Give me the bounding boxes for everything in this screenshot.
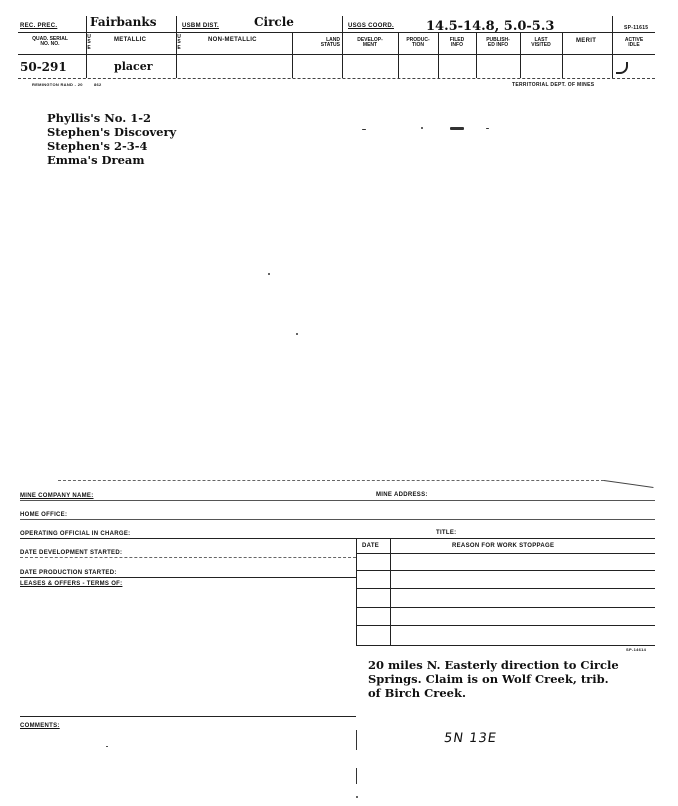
rec-prec-label: REC. PREC. xyxy=(20,23,58,29)
divider-9 xyxy=(562,32,563,78)
location-note-1: 20 miles N. Easterly direction to Circle xyxy=(368,658,619,672)
operating-official-label: OPERATING OFFICIAL IN CHARGE: xyxy=(20,531,131,537)
usgs-coord-label: USGS COORD. xyxy=(348,23,394,29)
stoppage-row-6 xyxy=(356,645,655,646)
stoppage-row-2 xyxy=(356,570,655,571)
mine-company-label: MINE COMPANY NAME: xyxy=(20,493,94,499)
claim-4: Emma's Dream xyxy=(47,153,145,167)
remington-label: REMINGTON RAND - 20 xyxy=(32,82,83,87)
dev-started-label: DATE DEVELOPMENT STARTED: xyxy=(20,550,123,556)
claim-3: Stephen's 2-3-4 xyxy=(47,139,148,153)
production-label: PRODUC- TION xyxy=(406,37,430,49)
comments-top-rule xyxy=(20,716,356,717)
speck xyxy=(268,273,270,275)
land-status-label: LAND STATUS xyxy=(320,37,340,49)
use-nonmetallic-label: U S E xyxy=(177,34,181,51)
stoppage-row-3 xyxy=(356,588,655,589)
header-bottom-rule xyxy=(18,78,655,79)
stoppage-date-divider xyxy=(390,538,391,646)
card-edge-rule xyxy=(58,480,604,481)
remington-code: 862 xyxy=(94,82,102,87)
speck xyxy=(106,746,108,747)
prod-started-rule xyxy=(20,577,356,578)
development-label: DEVELOP- MENT xyxy=(357,37,383,49)
header-top-rule xyxy=(18,32,655,33)
territorial-label: TERRITORIAL DEPT. OF MINES xyxy=(512,82,595,88)
metallic-label: METALLIC xyxy=(114,37,147,43)
speck xyxy=(421,127,423,129)
stoppage-row-1 xyxy=(356,553,655,554)
reason-col-label: REASON FOR WORK STOPPAGE xyxy=(452,543,555,549)
prod-started-label: DATE PRODUCTION STARTED: xyxy=(20,570,117,576)
location-note-2: Springs. Claim is on Wolf Creek, trib. xyxy=(368,672,609,686)
comments-label: COMMENTS: xyxy=(20,723,60,729)
claim-1: Phyllis's No. 1-2 xyxy=(47,111,152,125)
merit-label: MERIT xyxy=(576,38,597,44)
stoppage-row-4 xyxy=(356,607,655,608)
mine-company-rule xyxy=(20,500,655,501)
last-visited-label: LAST VISITED xyxy=(531,37,551,49)
filed-info-label: FILED INFO xyxy=(449,37,465,49)
mine-address-label: MINE ADDRESS: xyxy=(376,492,428,498)
usbm-dist-label: USBM DIST. xyxy=(182,23,220,29)
speck xyxy=(450,127,464,130)
active-idle-label: ACTIVE IDLE xyxy=(624,37,644,49)
official-rule xyxy=(20,538,655,539)
speck xyxy=(296,333,298,335)
speck xyxy=(356,796,358,798)
usbm-dist-value: Circle xyxy=(254,15,294,29)
usgs-coord-value: 14.5-14.8, 5.0-5.3 xyxy=(426,19,555,34)
handwritten-coords: 5N 13E xyxy=(442,731,498,746)
published-info-label: PUBLISH- ED INFO xyxy=(486,37,510,49)
stoppage-row-5 xyxy=(356,625,655,626)
home-office-label: HOME OFFICE: xyxy=(20,512,68,518)
rec-prec-value: Fairbanks xyxy=(90,15,157,29)
stoppage-left-border xyxy=(356,538,357,646)
quad-serial-label: QUAD. SERIAL NO. NO. xyxy=(32,36,68,48)
divider-3 xyxy=(292,32,293,78)
dev-started-rule xyxy=(20,557,356,558)
claim-2: Stephen's Discovery xyxy=(47,125,177,139)
comments-mark-2 xyxy=(356,768,357,784)
divider-4 xyxy=(342,16,343,78)
location-note-3: of Birch Creek. xyxy=(368,686,466,700)
home-office-rule xyxy=(20,519,655,520)
metallic-value: placer xyxy=(114,60,153,73)
serial-value: 50-291 xyxy=(20,60,67,74)
form-code-bottom: SP-14614 xyxy=(626,647,647,652)
speck xyxy=(486,128,489,129)
card-corner xyxy=(602,480,653,498)
comments-mark-1 xyxy=(356,730,357,750)
use-metallic-label: U S E xyxy=(87,34,91,51)
form-code-top: SP-11615 xyxy=(624,25,649,31)
leases-label: LEASES & OFFERS - TERMS OF: xyxy=(20,581,123,587)
title-label: TITLE: xyxy=(436,530,457,536)
nonmetallic-label: NON-METALLIC xyxy=(208,37,257,43)
active-mark xyxy=(616,62,628,74)
divider-10 xyxy=(612,16,613,78)
date-col-label: DATE xyxy=(362,543,380,549)
speck xyxy=(362,129,366,130)
header-mid-rule xyxy=(18,54,655,55)
